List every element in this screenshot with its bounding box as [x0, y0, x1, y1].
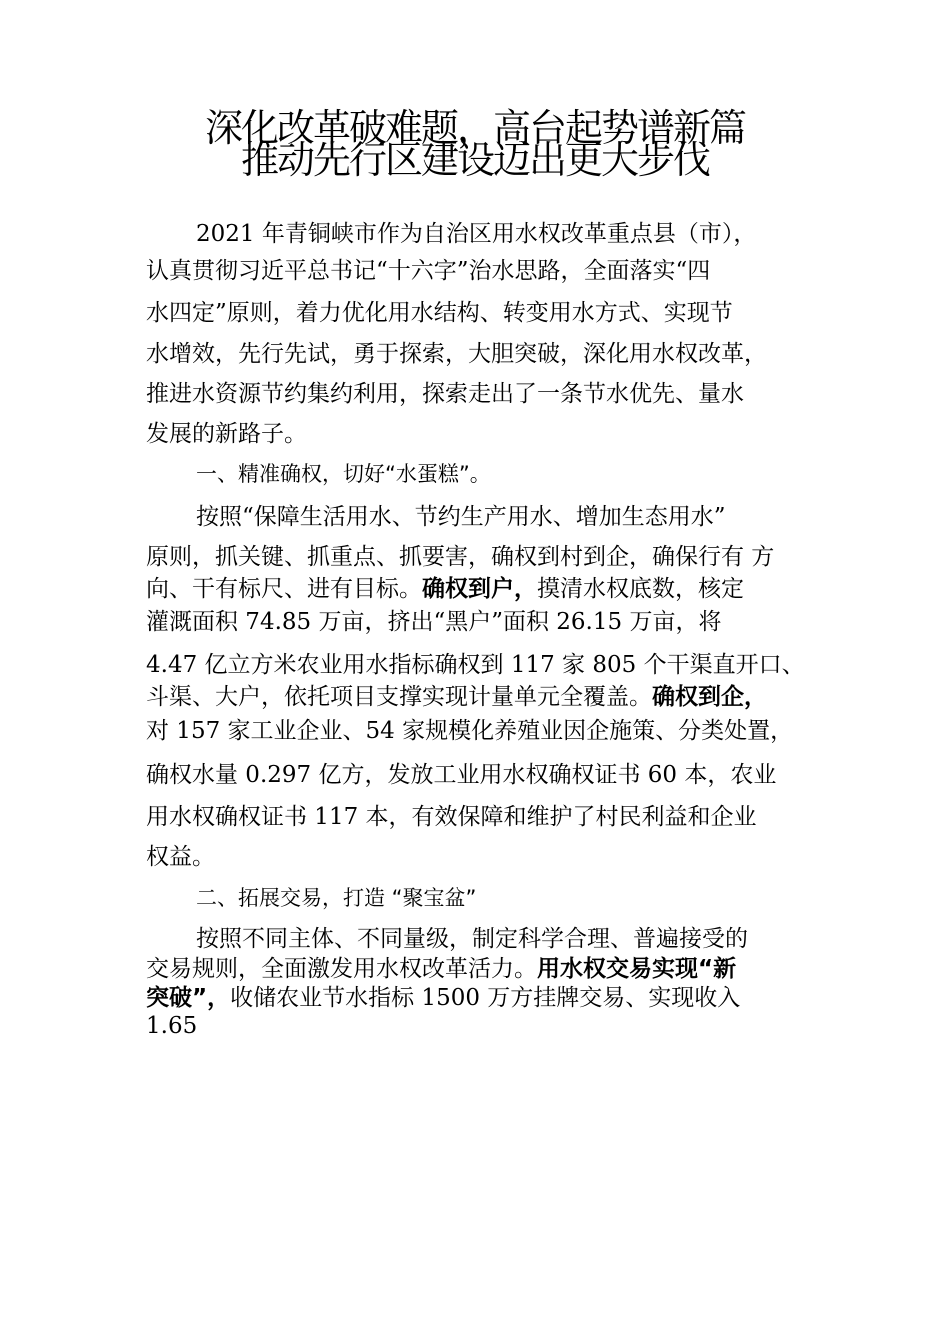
section-1-line: 权益。 — [146, 844, 215, 870]
intro-line: 水四定”原则，着力优化用水结构、转变用水方式、实现节 — [146, 300, 733, 326]
section-2-line — [146, 954, 736, 984]
section-1-line: 用水权确权证书 117 本，有效保障和维护了村民利益和企业 — [146, 804, 757, 830]
section-2-line: 1.65 — [146, 1013, 198, 1039]
section-2-bold-phrase: 用水权交易实现“新 — [537, 956, 737, 982]
intro-line: 水增效，先行先试，勇于探索，大胆突破，深化用水权改革， — [146, 341, 767, 367]
section-1-line: 原则，抓关键、抓重点、抓要害，确权到村到企，确保行有 方 — [146, 544, 775, 570]
section-1-line: 灌溉面积 74.85 万亩，挤出“黑户”面积 26.15 万亩，将 — [146, 609, 722, 635]
section-1-text: 摸清水权底数，核定 — [537, 576, 744, 602]
section-1-text: 斗渠、大户，依托项目支撑实现计量单元全覆盖。 — [146, 684, 652, 710]
section-1-line: 确权水量 0.297 亿方，发放工业用水权确权证书 60 本，农业 — [146, 762, 777, 788]
intro-line: 2021 年青铜峡市作为自治区用水权改革重点县（市）， — [196, 221, 757, 247]
document-title-line-2: 推动先行区建设迈出更大步伐 — [240, 138, 709, 182]
section-1-heading: 一、精准确权，切好“水蛋糕”。 — [196, 462, 491, 486]
section-2-line — [146, 983, 740, 1013]
section-2-line: 按照不同主体、不同量级，制定科学合理、普遍接受的 — [196, 926, 748, 952]
section-1-bold-phrase: 确权到企， — [652, 684, 767, 710]
section-2-text: 交易规则，全面激发用水权改革活力。 — [146, 956, 537, 982]
document-title-line-1: 深化改革破难题，高台起势谱新篇 — [204, 106, 745, 150]
section-2-text: 收储农业节水指标 1500 万方挂牌交易、实现收入 — [230, 985, 741, 1011]
section-1-line — [146, 682, 767, 712]
section-2-bold-phrase: 突破”， — [146, 985, 231, 1011]
section-1-line: 4.47 亿立方米农业用水指标确权到 117 家 805 个干渠直开口、 — [146, 652, 805, 678]
section-1-line: 对 157 家工业企业、54 家规模化养殖业因企施策、分类处置， — [146, 718, 794, 744]
section-2-heading: 二、拓展交易，打造 “聚宝盆” — [196, 886, 477, 910]
section-1-line: 按照“保障生活用水、节约生产用水、增加生态用水” — [196, 504, 726, 530]
intro-line: 推进水资源节约集约利用，探索走出了一条节水优先、量水 — [146, 381, 744, 407]
intro-line: 发展的新路子。 — [146, 421, 307, 447]
intro-line: 认真贯彻习近平总书记“十六字”治水思路，全面落实“四 — [146, 258, 711, 284]
section-1-text: 向、干有标尺、进有目标。 — [146, 576, 422, 602]
section-1-line — [146, 574, 744, 604]
section-1-bold-phrase: 确权到户， — [422, 576, 537, 602]
